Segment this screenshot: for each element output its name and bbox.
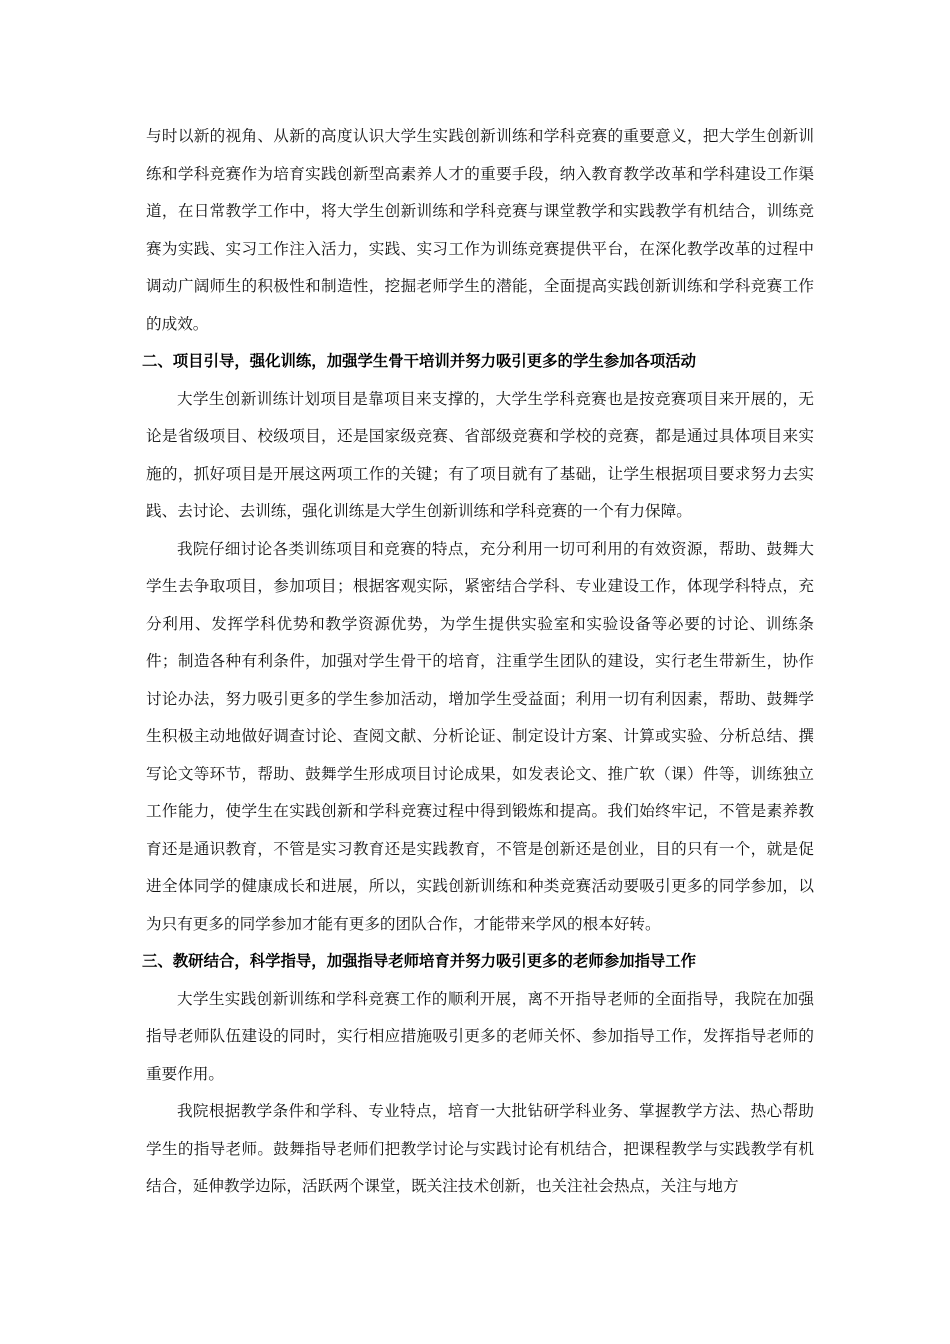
paragraph-continuation: 与时以新的视角、从新的高度认识大学生实践创新训练和学科竞赛的重要意义，把大学生创新训练和学科竞赛作为培育实践创新型高素养人才的重要手段，纳入教育教学改革和学科建设工作渠道，在日常教学工作中，将大学生创新训练和学科竞赛与课堂教学和实践教学有机结合，训练竞赛为实践、实习工作注入活力，实践、实习工作为训练竞赛提供平台，在深化教学改革的过程中调动广阔师生的积极性和制造性，挖掘老师学生的潜能，全面提高实践创新训练和学科竞赛工作的成效。 bbox=[146, 127, 814, 333]
paragraph-projects-detail: 我院仔细讨论各类训练项目和竞赛的特点，充分利用一切可利用的有效资源，帮助、鼓舞大学生去争取项目，参加项目；根据客观实际，紧密结合学科、专业建设工作，体现学科特点，充分利用、发挥学科优势和教学资源优势，为学生提供实验室和实验设备等必要的讨论、训练条件；制造各种有利条件，加强对学生骨干的培育，注重学生团队的建设，实行老生带新生，协作讨论办法，努力吸引更多的学生参加活动，增加学生受益面；利用一切有利因素，帮助、鼓舞学生积极主动地做好调查讨论、查阅文献、分析论证、制定设计方案、计算或实验、分析总结、撰写论文等环节，帮助、鼓舞学生形成项目讨论成果，如发表论文、推广软（课）件等，训练独立工作能力，使学生在实践创新和学科竞赛过程中得到锻炼和提高。我们始终牢记，不管是素养教育还是通识教育，不管是实习教育还是实践教育，不管是创新还是创业，目的只有一个，就是促进全体同学的健康成长和进展，所以，实践创新训练和种类竞赛活动要吸引更多的同学参加，以为只有更多的同学参加才能有更多的团队合作，才能带来学风的根本好转。 bbox=[146, 539, 814, 933]
section-heading-2: 二、项目引导，强化训练，加强学生骨干培训并努力吸引更多的学生参加各项活动 bbox=[142, 352, 697, 370]
paragraph-advisors-intro: 大学生实践创新训练和学科竞赛工作的顺利开展，离不开指导老师的全面指导，我院在加强指导老师队伍建设的同时，实行相应措施吸引更多的老师关怀、参加指导工作，发挥指导老师的重要作用。 bbox=[146, 989, 814, 1083]
paragraph-advisors-detail: 我院根据教学条件和学科、专业特点，培育一大批钻研学科业务、掌握教学方法、热心帮助学生的指导老师。鼓舞指导老师们把教学讨论与实践讨论有机结合，把课程教学与实践教学有机结合，延伸教学边际，活跃两个课堂，既关注技术创新，也关注社会热点，关注与地方 bbox=[146, 1102, 814, 1195]
document-body bbox=[142, 118, 814, 1206]
section-heading-3: 三、教研结合，科学指导，加强指导老师培育并努力吸引更多的老师参加指导工作 bbox=[142, 952, 697, 970]
paragraph-projects-intro: 大学生创新训练计划项目是靠项目来支撑的，大学生学科竞赛也是按竞赛项目来开展的，无论是省级项目、校级项目，还是国家级竞赛、省部级竞赛和学校的竞赛，都是通过具体项目来实施的，抓好项目是开展这两项工作的关键；有了项目就有了基础，让学生根据项目要求努力去实践、去讨论、去训练，强化训练是大学生创新训练和学科竞赛的一个有力保障。 bbox=[146, 389, 814, 520]
